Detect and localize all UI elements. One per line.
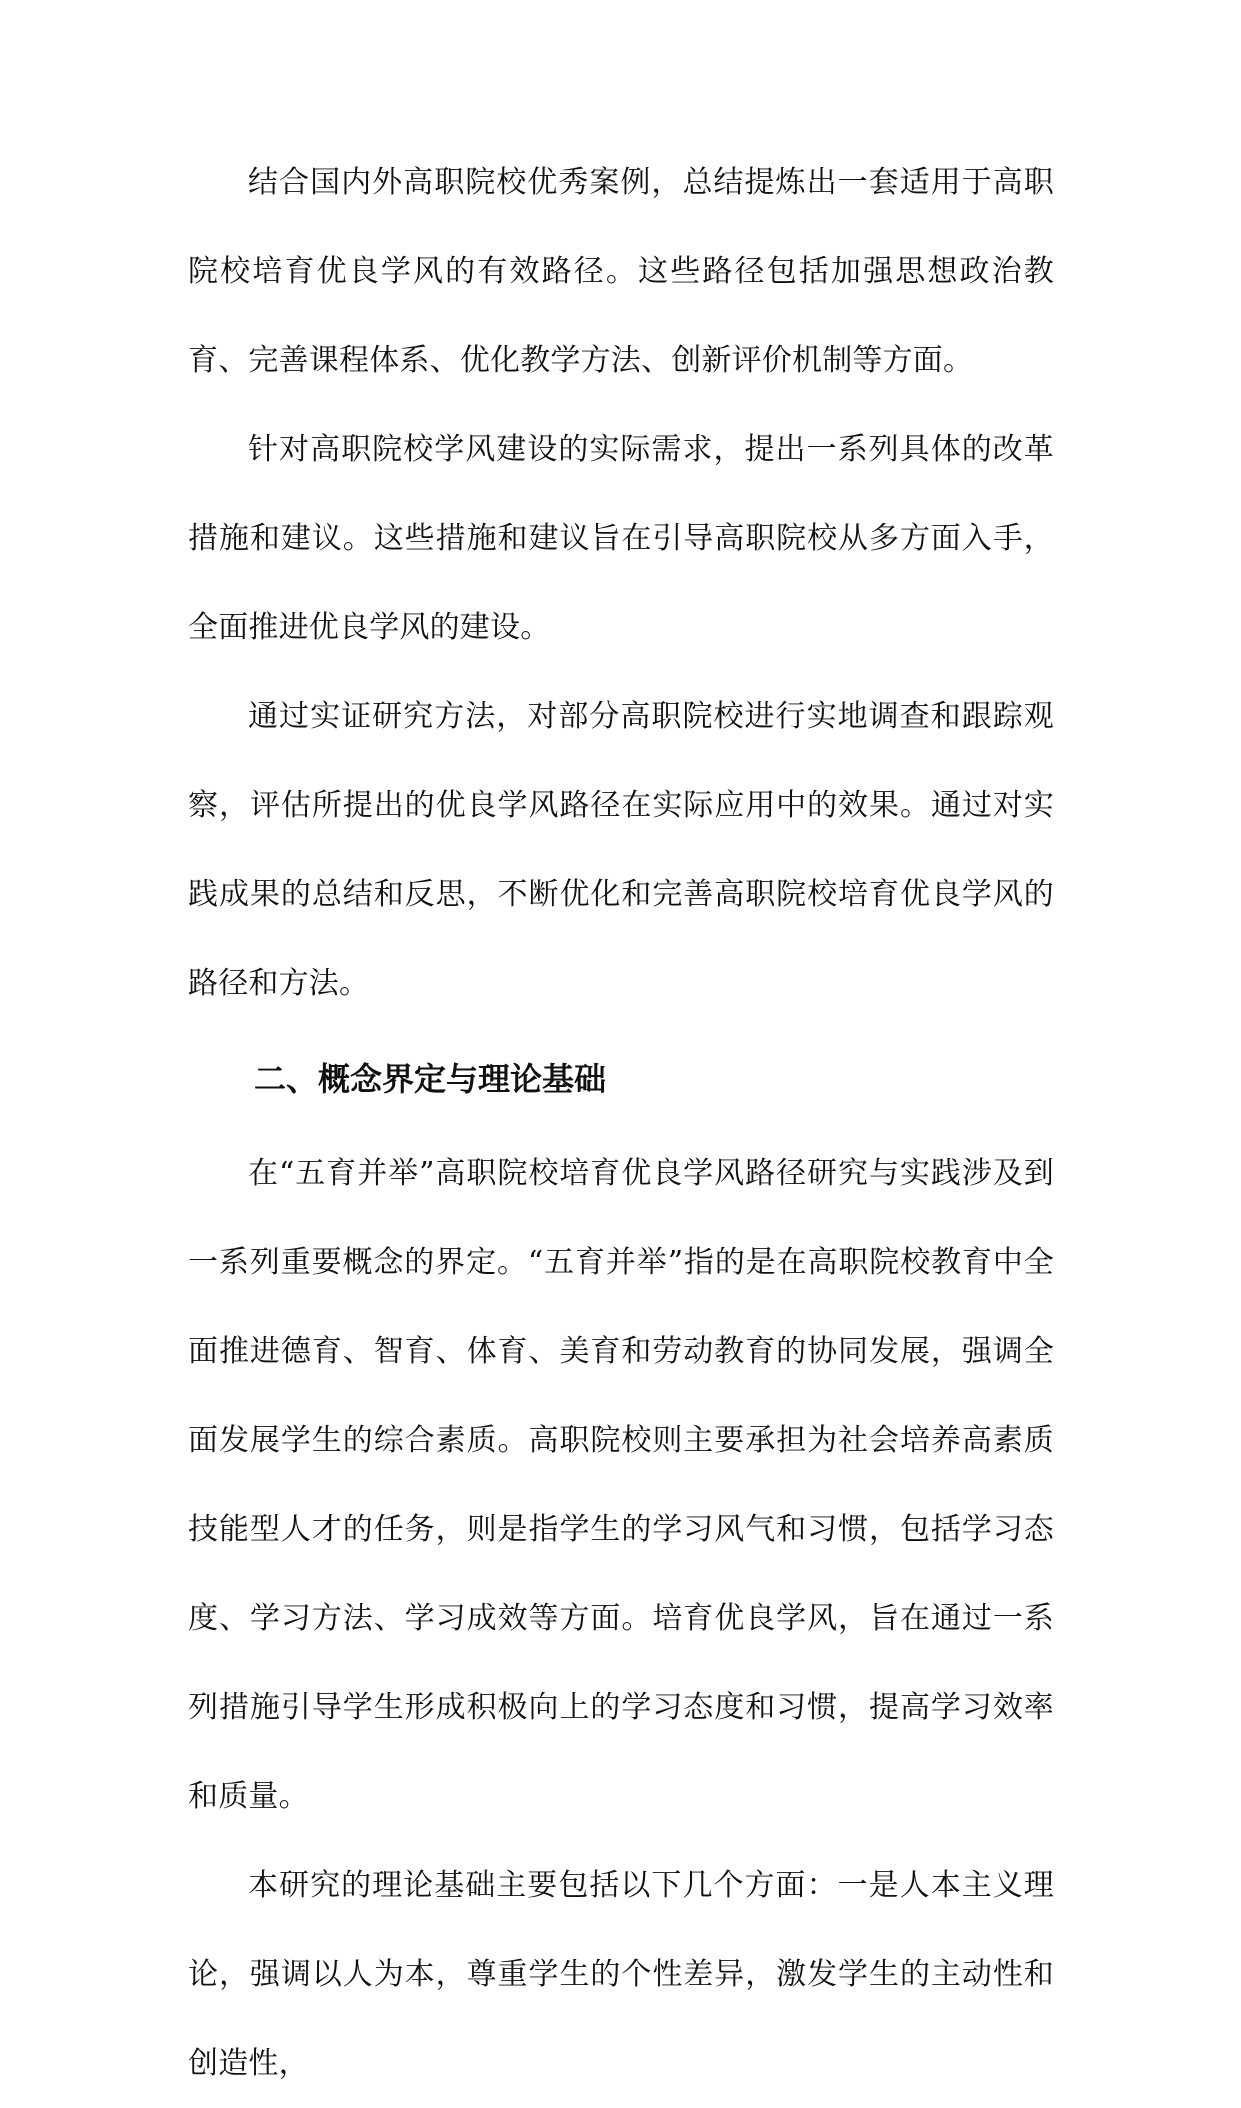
- paragraph-concept-definition: 在“五育并举”高职院校培育优良学风路径研究与实践涉及到一系列重要概念的界定。“五育并举”指的是在高职院校教育中全面推进德育、智育、体育、美育和劳动教育的协同发展，强调全面发展学生的综合素质。高职院校则主要承担为社会培养高素质技能型人才的任务，则是指学生的学习风气和习惯，包括学习态度、学习方法、学习成效等方面。培育优良学风，旨在通过一系列措施引导学生形成积极向上的学习态度和习惯，提高学习效率和质量。: [188, 1156, 1054, 1814]
- paragraph-reform-measures: 针对高职院校学风建设的实际需求，提出一系列具体的改革措施和建议。这些措施和建议旨在引导高职院校从多方面入手，全面推进优良学风的建设。: [188, 432, 1054, 645]
- paragraph-empirical-research: 通过实证研究方法，对部分高职院校进行实地调查和跟踪观察，评估所提出的优良学风路径在实际应用中的效果。通过对实践成果的总结和反思，不断优化和完善高职院校培育优良学风的路径和方法。: [188, 699, 1054, 1001]
- document-body: [188, 138, 1054, 2108]
- paragraph-case-summary: 结合国内外高职院校优秀案例，总结提炼出一套适用于高职院校培育优良学风的有效路径。这些路径包括加强思想政治教育、完善课程体系、优化教学方法、创新评价机制等方面。: [188, 165, 1054, 378]
- paragraph-theoretical-basis: 本研究的理论基础主要包括以下几个方面：一是人本主义理论，强调以人为本，尊重学生的个性差异，激发学生的主动性和创造性，: [188, 1868, 1054, 2081]
- section-heading: 二、概念界定与理论基础: [254, 1060, 607, 1098]
